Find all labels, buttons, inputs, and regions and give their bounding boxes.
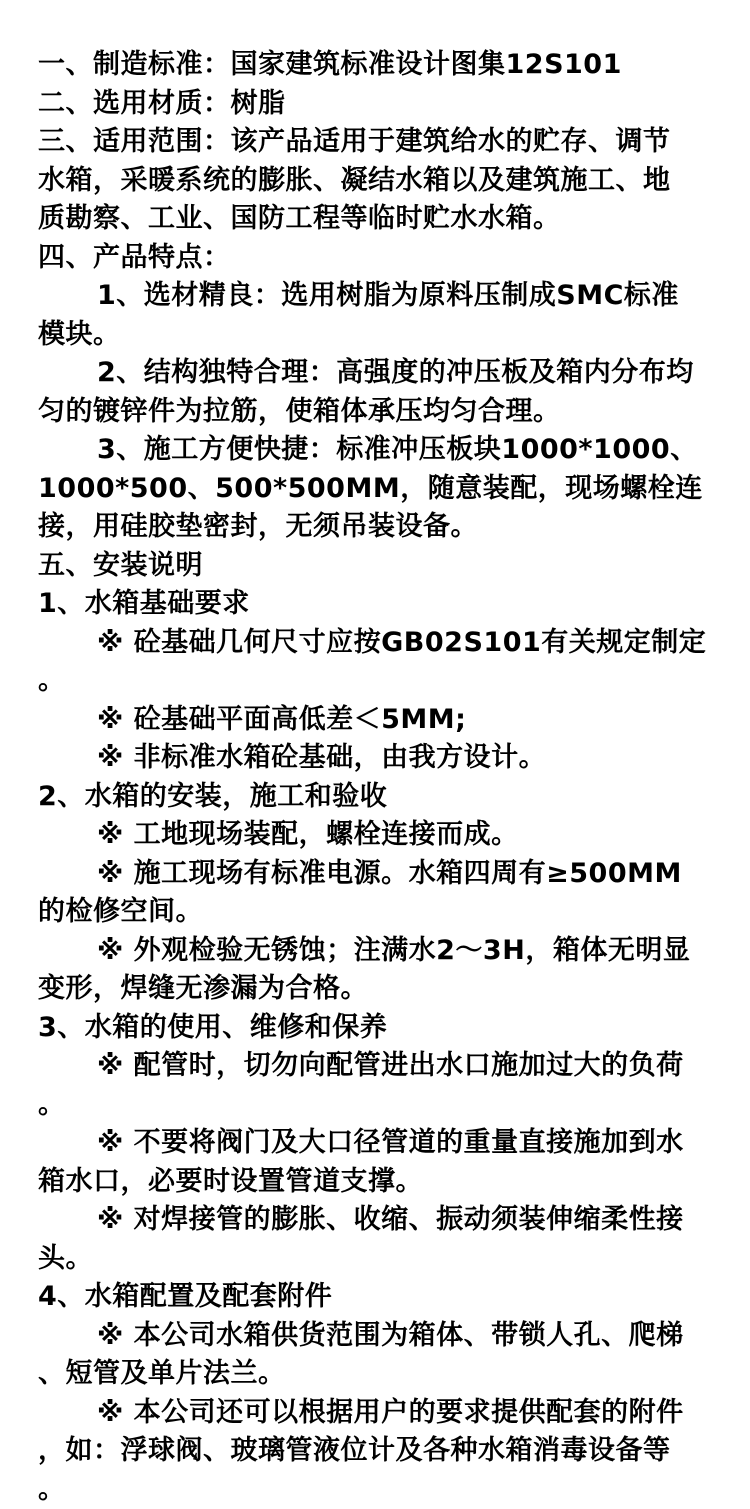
text-line: ※ 砼基础平面高低差＜5MM; (38, 701, 720, 740)
text-line: 四、产品特点： (38, 239, 720, 278)
text-line: 质勘察、工业、国防工程等临时贮水水箱。 (38, 200, 720, 239)
text-line: ※ 本公司还可以根据用户的要求提供配套的附件 (38, 1394, 720, 1433)
text-line: 。 (38, 1086, 720, 1125)
text-line: 一、制造标准：国家建筑标准设计图集12S101 (38, 46, 720, 85)
text-line: 箱水口，必要时设置管道支撑。 (38, 1163, 720, 1202)
text-line: 头。 (38, 1240, 720, 1279)
text-line: 2、结构独特合理：高强度的冲压板及箱内分布均 (38, 354, 720, 393)
text-line: ※ 施工现场有标准电源。水箱四周有≥500MM (38, 855, 720, 894)
text-line: 3、水箱的使用、维修和保养 (38, 1009, 720, 1048)
text-line: ※ 砼基础几何尺寸应按GB02S101有关规定制定 (38, 624, 720, 663)
text-line: 。 (38, 1471, 720, 1509)
text-line: 1、选材精良：选用树脂为原料压制成SMC标准 (38, 277, 720, 316)
text-line: ※ 非标准水箱砼基础，由我方设计。 (38, 739, 720, 778)
text-line: ※ 不要将阀门及大口径管道的重量直接施加到水 (38, 1124, 720, 1163)
text-line: 变形，焊缝无渗漏为合格。 (38, 970, 720, 1009)
text-line: 模块。 (38, 316, 720, 355)
text-line: 二、选用材质：树脂 (38, 85, 720, 124)
text-line: 接，用硅胶垫密封，无须吊装设备。 (38, 508, 720, 547)
text-line: 水箱，采暖系统的膨胀、凝结水箱以及建筑施工、地 (38, 162, 720, 201)
text-line: 1000*500、500*500MM，随意装配，现场螺栓连 (38, 470, 720, 509)
text-line: 五、安装说明 (38, 547, 720, 586)
text-line: ※ 工地现场装配，螺栓连接而成。 (38, 816, 720, 855)
text-line: 4、水箱配置及配套附件 (38, 1278, 720, 1317)
text-line: 。 (38, 662, 720, 701)
text-line: 的检修空间。 (38, 893, 720, 932)
text-line: 、短管及单片法兰。 (38, 1355, 720, 1394)
text-line: 匀的镀锌件为拉筋，使箱体承压均匀合理。 (38, 393, 720, 432)
text-line: 3、施工方便快捷：标准冲压板块1000*1000、 (38, 431, 720, 470)
text-line: ※ 配管时，切勿向配管进出水口施加过大的负荷 (38, 1047, 720, 1086)
text-line: 2、水箱的安装，施工和验收 (38, 778, 720, 817)
text-line: 三、适用范围：该产品适用于建筑给水的贮存、调节 (38, 123, 720, 162)
text-line: ※ 对焊接管的膨胀、收缩、振动须装伸缩柔性接 (38, 1201, 720, 1240)
text-line: 1、水箱基础要求 (38, 585, 720, 624)
text-line: ※ 外观检验无锈蚀；注满水2～3H，箱体无明显 (38, 932, 720, 971)
text-line: ※ 本公司水箱供货范围为箱体、带锁人孔、爬梯 (38, 1317, 720, 1356)
text-line: ，如：浮球阀、玻璃管液位计及各种水箱消毒设备等 (38, 1432, 720, 1471)
